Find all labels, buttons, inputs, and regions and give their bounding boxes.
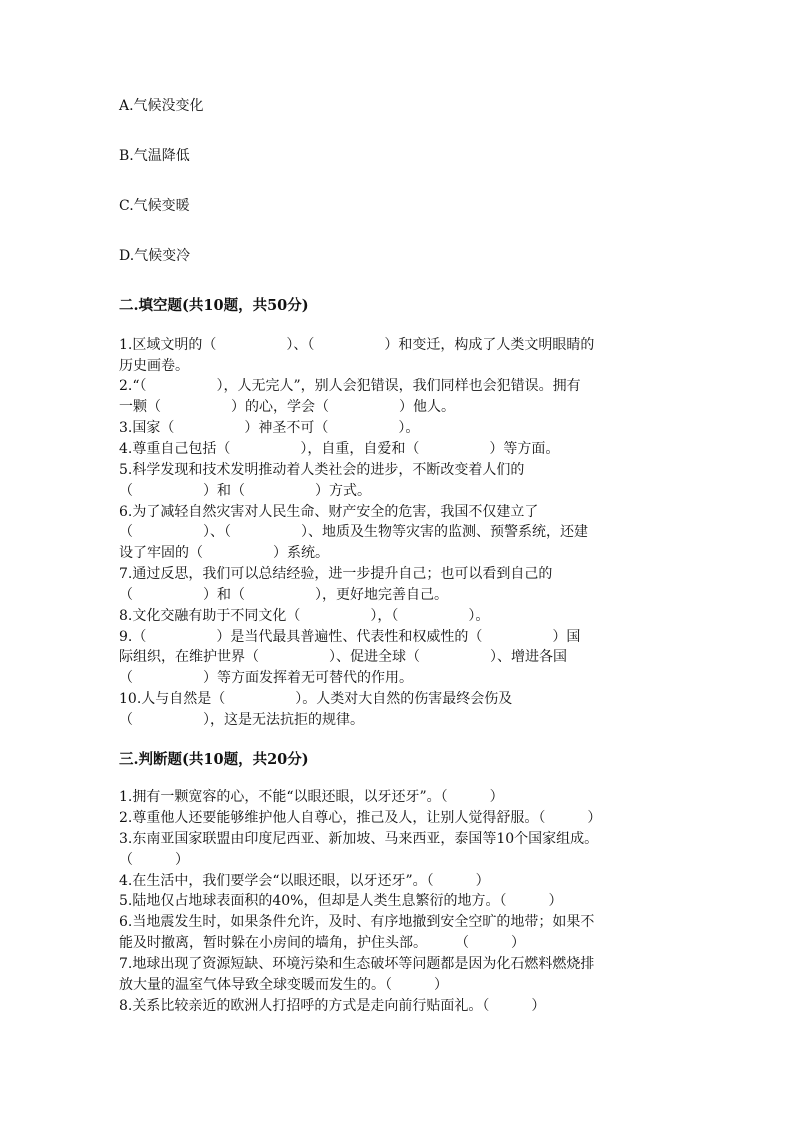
fill-line: 历史画卷。 — [119, 358, 189, 374]
fill-line: 2.“（ ），人无完人”，别人会犯错误，我们同样也会犯错误。拥有 — [119, 378, 581, 394]
fill-line: （ ）和（ ）方式。 — [119, 483, 371, 499]
option-b: B.气温降低 — [119, 148, 190, 164]
fill-line: （ ）等方面发挥着无可替代的作用。 — [119, 670, 413, 686]
fill-line: 8.文化交融有助于不同文化（ ），（ ）。 — [119, 608, 490, 624]
fill-line: 设了牢固的（ ）系统。 — [119, 545, 329, 561]
fill-line: （ ）、（ ）、地质及生物等灾害的监测、预警系统，还建 — [119, 524, 588, 540]
judge-line: 6.当地震发生时，如果条件允许，及时、有序地撤到安全空旷的地带；如果不 — [119, 914, 595, 930]
fill-line: 6.为了减轻自然灾害对人民生命、财产安全的危害，我国不仅建立了 — [119, 504, 539, 520]
fill-line: 3.国家（ ）神圣不可（ ）。 — [119, 420, 420, 436]
judge-line: （ ） — [119, 852, 189, 868]
fill-line: 10.人与自然是（ ）。人类对大自然的伤害最终会伤及 — [119, 691, 513, 707]
judge-line: 5.陆地仅占地球表面积的40%，但却是人类生息繁衍的地方。（ ） — [119, 893, 563, 909]
section-2-heading: 二.填空题(共10题，共50分) — [119, 297, 309, 314]
option-d: D.气候变冷 — [119, 248, 191, 264]
judge-line: 2.尊重他人还要能够维护他人自尊心，推己及人，让别人觉得舒服。（ ） — [119, 810, 602, 826]
fill-line: （ ）和（ ），更好地完善自己。 — [119, 587, 448, 603]
fill-line: 9.（ ）是当代最具普遍性、代表性和权威性的（ ）国 — [119, 629, 581, 645]
judge-line: 1.拥有一颗宽容的心，不能“以眼还眼，以牙还牙”。（ ） — [119, 789, 504, 805]
judge-line: 3.东南亚国家联盟由印度尼西亚、新加坡、马来西亚，泰国等10个国家组成。 — [119, 831, 599, 847]
judge-line: 能及时撤离，暂时躲在小房间的墙角，护住头部。 （ ） — [119, 935, 525, 951]
fill-line: 4.尊重自己包括（ ），自重，自爱和（ ）等方面。 — [119, 441, 560, 457]
fill-line: 7.通过反思，我们可以总结经验，进一步提升自己；也可以看到自己的 — [119, 566, 553, 582]
judge-line: 4.在生活中，我们要学会“以眼还眼，以牙还牙”。（ ） — [119, 873, 490, 889]
section-3-heading: 三.判断题(共10题，共20分) — [119, 751, 309, 768]
fill-line: （ ），这是无法抗拒的规律。 — [119, 712, 364, 728]
fill-line: 际组织，在维护世界（ ）、促进全球（ ）、增进各国 — [119, 649, 567, 665]
fill-line: 1.区域文明的（ ）、（ ）和变迁，构成了人类文明眼睛的 — [119, 337, 595, 353]
option-a: A.气候没变化 — [119, 98, 204, 114]
fill-line: 5.科学发现和技术发明推动着人类社会的进步，不断改变着人们的 — [119, 462, 525, 478]
judge-line: 8.关系比较亲近的欧洲人打招呼的方式是走向前行贴面礼。（ ） — [119, 998, 546, 1014]
judge-line: 放大量的温室气体导致全球变暖而发生的。（ ） — [119, 977, 448, 993]
option-c: C.气候变暖 — [119, 198, 190, 214]
judge-line: 7.地球出现了资源短缺、环境污染和生态破坏等问题都是因为化石燃料燃烧排 — [119, 956, 595, 972]
fill-line: 一颗（ ）的心，学会（ ）他人。 — [119, 399, 455, 415]
